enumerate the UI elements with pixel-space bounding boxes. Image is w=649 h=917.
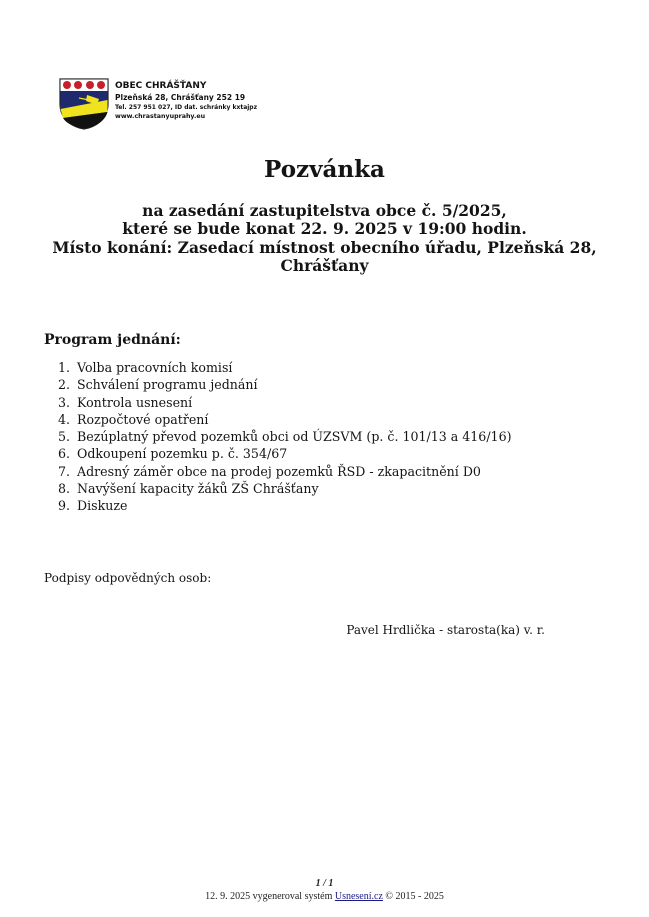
program-item-text: Kontrola usnesení: [77, 394, 193, 410]
program-item: [58, 376, 512, 393]
organization-website: www.chrastanyuprahy.eu: [115, 113, 206, 120]
page-indicator: 1 / 1: [315, 878, 334, 889]
program-item-number: 5.: [58, 429, 71, 445]
generated-by-prefix: 12. 9. 2025 vygeneroval systém: [205, 891, 335, 902]
program-item: [58, 445, 512, 462]
meeting-details-line: které se bude konat 22. 9. 2025 v 19:00 hodin.: [122, 219, 527, 239]
copyright-text: © 2015 - 2025: [382, 891, 444, 902]
program-item-number: 7.: [58, 463, 71, 479]
program-item: [58, 359, 512, 376]
program-item-text: Odkoupení pozemku p. č. 354/67: [77, 446, 288, 462]
program-item: [58, 411, 512, 428]
program-item: [58, 428, 512, 445]
signer-name: Pavel Hrdlička - starosta(ka) v. r.: [346, 623, 545, 637]
program-item-text: Navýšení kapacity žáků ZŠ Chrášťany: [77, 481, 319, 497]
meeting-details-line: Chrášťany: [280, 255, 369, 275]
program-item-text: Diskuze: [77, 498, 128, 514]
program-item-text: Schválení programu jednání: [77, 377, 258, 393]
program-item: [58, 463, 512, 480]
program-item: [58, 497, 512, 514]
signatures-label: Podpisy odpovědných osob:: [44, 571, 212, 585]
meeting-details: [40, 202, 609, 275]
usneseni-link[interactable]: Usnesení.cz: [334, 891, 383, 902]
program-item-number: 4.: [58, 411, 71, 427]
program-list: [58, 359, 512, 515]
organization-name: OBEC CHRÁŠŤANY: [115, 81, 207, 91]
meeting-details-line: na zasedání zastupitelstva obce č. 5/2025,: [142, 201, 507, 220]
program-item-number: 8.: [58, 481, 71, 497]
municipal-crest-icon: [59, 78, 109, 130]
meeting-details-line: Místo konání: Zasedací místnost obecního úřadu, Plzeňská 28,: [52, 237, 597, 257]
program-item-number: 1.: [58, 360, 71, 375]
program-item-text: Rozpočtové opatření: [77, 411, 209, 427]
organization-address: Plzeňská 28, Chrášťany 252 19: [115, 93, 246, 102]
program-item-text: Bezúplatný převod pozemků obci od ÚZSVM (p. č. 101/13 a 416/16): [77, 429, 512, 445]
program-item-number: 9.: [58, 498, 71, 514]
program-item: [58, 394, 512, 411]
generated-by-line: [0, 890, 649, 903]
organization-info: [115, 81, 257, 121]
document-title: Pozvánka: [264, 156, 385, 183]
page-footer: [0, 877, 649, 903]
program-item-number: 3.: [58, 394, 71, 410]
program-item: [58, 480, 512, 497]
program-item-number: 2.: [58, 377, 71, 393]
program-heading: Program jednání:: [44, 332, 181, 348]
program-item-number: 6.: [58, 446, 71, 462]
program-item-text: Volba pracovních komisí: [77, 360, 233, 375]
organization-contact: Tel. 257 951 027, ID dat. schránky kxtajpz: [115, 104, 258, 111]
program-item-text: Adresný záměr obce na prodej pozemků ŘSD - zkapacitnění D0: [77, 463, 481, 479]
